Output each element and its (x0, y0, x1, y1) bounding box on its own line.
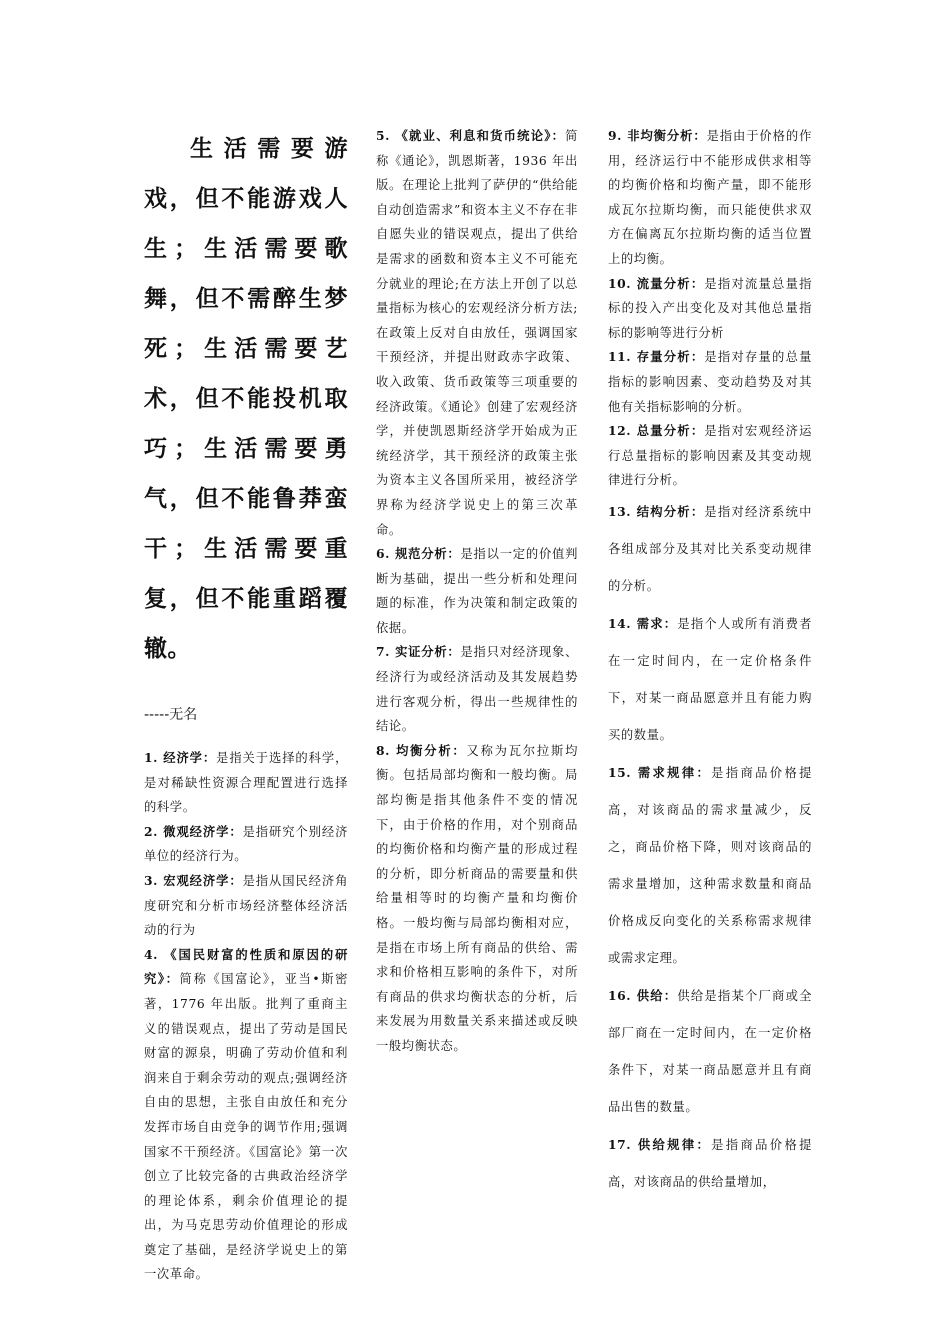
entry-body: 是指对经济系统中各组成部分及其对比关系变动规律的分析。 (608, 504, 812, 593)
entry-term: 7. 实证分析： (376, 644, 461, 660)
entry-4 (144, 943, 348, 1287)
entry-2 (144, 820, 348, 869)
entry-term: 6. 规范分析： (376, 546, 461, 562)
entry-term: 16. 供给： (608, 987, 678, 1003)
column-2 (376, 124, 578, 1059)
poem-text: 生活需要游戏，但不能游戏人生；生活需要歌舞，但不需醉生梦死；生活需要艺术，但不能投机取巧；生活需要勇气，但不能鲁莽蛮干；生活需要重复，但不能重蹈覆辙。 (144, 136, 348, 662)
entry-term: 14. 需求： (608, 615, 678, 631)
entry-term: 3. 宏观经济学： (144, 872, 243, 888)
entry-6 (376, 542, 578, 640)
entry-11 (608, 345, 812, 419)
entry-3 (144, 869, 348, 943)
entry-term: 1. 经济学： (144, 750, 217, 765)
entry-17 (608, 1126, 812, 1201)
entry-9 (608, 124, 812, 272)
entry-body: 是指关于选择的科学，是对稀缺性资源合理配置进行选择的科学。 (144, 751, 348, 815)
entry-body: 是指研究个别经济单位的经济行为。 (144, 824, 348, 864)
entry-body: 是指对存量的总量指标的影响因素、变动趋势及对其他有关指标影响的分析。 (608, 350, 812, 414)
column-3 (608, 124, 812, 1201)
entry-body: 又称为瓦尔拉斯均衡。包括局部均衡和一般均衡。局部均衡是指其他条件不变的情况下，由于价格的作用，对个别商品的均衡价格和均衡产量的形成过程的分析，即分析商品的需要量和供给量相等时的均衡产量和均衡价格。一般均衡与局部均衡相对应，是指在市场上所有商品的供给、需求和价格相互影响的条件下，对所有商品的供求均衡状态的分析，后来发展为用数量关系来描述或反映一般均衡状态。 (376, 743, 578, 1053)
entry-term: 5. 《就业、利息和货币统论》： (376, 128, 566, 143)
entry-term: 2. 微观经济学： (144, 823, 243, 839)
entry-13 (608, 493, 812, 605)
entry-body: 是指只对经济现象、经济行为或经济活动及其发展趋势进行客观分析，得出一些规律性的结论。 (376, 645, 578, 734)
entry-term: 8. 均衡分析： (376, 742, 467, 758)
entry-term: 13. 结构分析： (608, 503, 705, 519)
entry-10 (608, 272, 812, 346)
entry-8 (376, 739, 578, 1059)
column-1 (144, 124, 348, 1287)
entry-term: 9. 非均衡分析： (608, 128, 707, 143)
entry-body: 是指以一定的价值判断为基础，提出一些分析和处理问题的标准，作为决策和制定政策的依据。 (376, 547, 578, 635)
entry-1 (144, 746, 348, 820)
entry-term: 15. 需求规律： (608, 764, 712, 780)
entry-12 (608, 419, 812, 493)
entry-body: 简称《国富论》，亚当•斯密著，1776 年出版。批判了重商主义的错误观点，提出了劳动是国民财富的源泉，明确了劳动价值和利润来自于剩余劳动的观点;强调经济自由的思想，主张自由放任和充分发挥市场自由竞争的调节作用;强调国家不干预经济。《国富论》第一次创立了比较完备的古典政治经济学的理论体系，剩余价值理论的提出，为马克思劳动价值理论的形成奠定了基础，是经济学说史上的第一次革命。 (144, 972, 349, 1282)
entry-body: 是指个人或所有消费者在一定时间内，在一定价格条件下，对某一商品愿意并且有能力购买的数量。 (608, 616, 812, 742)
entry-14 (608, 605, 812, 754)
entry-body: 是指商品价格提高，对该商品的需求量减少，反之，商品价格下降，则对该商品的需求量增加，这种需求数量和商品价格成反向变化的关系称需求规律或需求定理。 (608, 765, 812, 965)
entry-body: 是指商品价格提高，对该商品的供给量增加， (608, 1137, 812, 1189)
entry-16 (608, 977, 812, 1126)
entry-body: 是指对流量总量指标的投入产出变化及对其他总量指标的影响等进行分析 (608, 276, 812, 340)
entry-body: 供给是指某个厂商或全部厂商在一定时间内，在一定价格条件下，对某一商品愿意并且有商品出售的数量。 (608, 988, 812, 1114)
poem-attribution: -----无名 (144, 707, 198, 723)
entry-term: 4. 《国民财富的性质和原因的研究》： (144, 946, 348, 987)
entry-body: 是指由于价格的作用，经济运行中不能形成供求相等的均衡价格和均衡产量，即不能形成瓦尔拉斯均衡，而只能使供求双方在偏离瓦尔拉斯均衡的适当位置上的均衡。 (608, 129, 812, 266)
entry-body: 是指对宏观经济运行总量指标的影响因素及其变动规律进行分析。 (608, 424, 812, 488)
entry-term: 17. 供给规律： (608, 1136, 712, 1152)
entry-7 (376, 640, 578, 738)
entry-term: 10. 流量分析： (608, 275, 705, 291)
entry-15 (608, 754, 812, 977)
entry-body: 是指从国民经济角度研究和分析市场经济整体经济活动的行为 (144, 873, 348, 938)
entry-body: 简称《通论》，凯恩斯著，1936 年出版。在理论上批判了萨伊的“供给能自动创造需求”和资本主义不存在非自愿失业的错误观点，提出了供给是需求的函数和资本主义不可能充分就业的理论;在方法上开创了以总量指标为核心的宏观经济分析方法;在政策上反对自由放任，强调国家干预经济，并提出财政赤字政策、收入政策、货币政策等三项重要的经济政策。《通论》创建了宏观经济学，并使凯恩斯经济学开始成为正统经济学，其干预经济的政策主张为资本主义各国所采用，被经济学界称为经济学说史上的第三次革命。 (376, 129, 578, 537)
entry-term: 12. 总量分析： (608, 423, 705, 439)
entry-term: 11. 存量分析： (608, 349, 705, 365)
entry-5 (376, 124, 578, 542)
